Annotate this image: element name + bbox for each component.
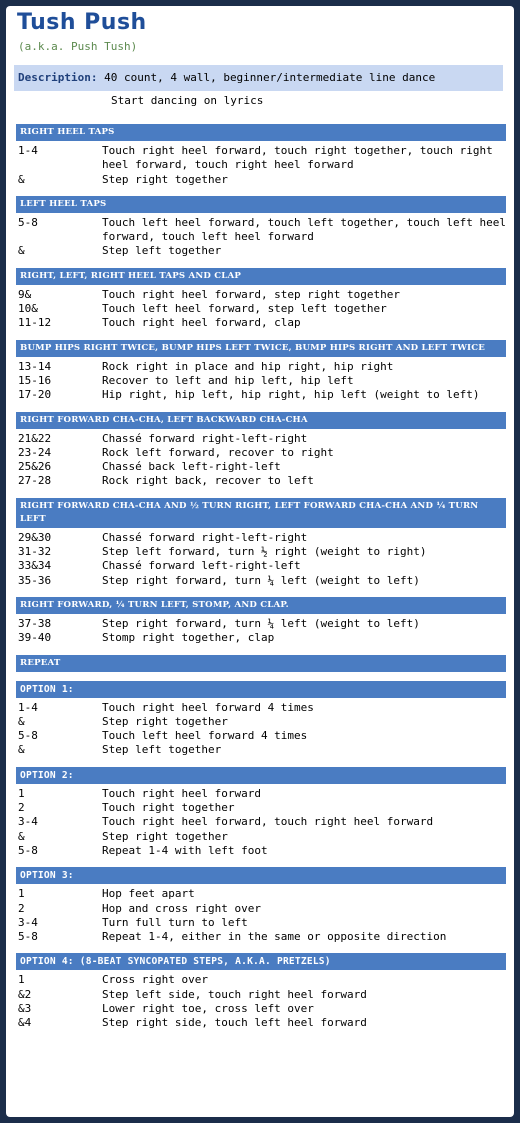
step-count: &2 [18,987,32,1001]
step-section [16,498,506,588]
step-count: 15-16 [18,373,52,387]
step-count: 10& [18,302,38,316]
step-section [16,681,506,758]
description-text: 40 count, 4 wall, beginner/intermediate line dance [104,71,436,84]
step-count: 31-32 [18,545,52,559]
step-count: 2 [18,901,25,915]
step-row [16,574,506,588]
step-description: Step left together [102,244,222,258]
section-heading: RIGHT FORWARD, ¼ TURN LEFT, STOMP, AND CLAP. [16,597,506,614]
step-sections [16,124,506,1040]
step-description: Step right forward, turn ¼ left (weight to left) [102,573,420,587]
step-section [16,340,506,403]
step-description: Touch right heel forward, touch right heel forward [102,815,434,829]
section-heading: RIGHT FORWARD CHA-CHA, LEFT BACKWARD CHA-CHA [16,412,506,429]
step-section [16,412,506,489]
step-description: Rock right in place and hip right, hip right [102,359,394,373]
step-row [16,1002,506,1016]
step-row [16,729,506,743]
step-description: Touch left heel forward 4 times [102,729,308,743]
step-section [16,867,506,944]
section-heading: RIGHT FORWARD CHA-CHA AND ½ TURN RIGHT, LEFT FORWARD CHA-CHA AND ¼ TURN LEFT [16,498,506,528]
step-description: Touch right together [102,801,235,815]
step-description: Touch right heel forward, touch right together, touch right heel forward, touch right heel forward [102,144,493,172]
step-description: Rock left forward, recover to right [102,445,334,459]
step-description: Rock right back, recover to left [102,474,314,488]
step-row [16,715,506,729]
step-row [16,244,506,258]
step-description: Lower right toe, cross left over [102,1001,314,1015]
step-row [16,930,506,944]
step-row [16,617,506,631]
step-description: Step right together [102,829,228,843]
step-count: &3 [18,1001,32,1015]
step-row [16,701,506,715]
step-count: 11-12 [18,316,52,330]
step-description: Touch right heel forward [102,786,261,800]
step-count: 9& [18,287,32,301]
step-count: 5-8 [18,843,38,857]
step-description: Stomp right together, clap [102,631,275,645]
step-count: 13-14 [18,359,52,373]
step-count: 39-40 [18,631,52,645]
step-description: Step right together [102,172,228,186]
step-count: &4 [18,1016,32,1030]
description-bar [14,65,503,91]
step-description: Chassé forward right-left-right [102,431,308,445]
step-count: & [18,743,25,757]
step-row [16,988,506,1002]
step-row [16,787,506,801]
step-row [16,815,506,829]
section-heading: RIGHT HEEL TAPS [16,124,506,141]
step-row [16,902,506,916]
step-description: Step right together [102,714,228,728]
section-heading: OPTION 3: [16,867,506,884]
step-section [16,196,506,259]
section-heading: OPTION 1: [16,681,506,698]
step-row [16,1016,506,1030]
step-row [16,916,506,930]
step-row [16,216,506,245]
step-count: 27-28 [18,474,52,488]
step-row [16,545,506,559]
step-count: 3-4 [18,815,38,829]
section-heading: OPTION 4: (8-BEAT SYNCOPATED STEPS, A.K.A. PRETZELS) [16,953,506,970]
step-count: 1 [18,786,25,800]
step-count: & [18,829,25,843]
step-row [16,844,506,858]
step-section [16,268,506,331]
step-count: 35-36 [18,573,52,587]
step-description: Step left forward, turn ½ right (weight to right) [102,545,427,559]
step-count: & [18,244,25,258]
step-description: Turn full turn to left [102,915,248,929]
step-description: Repeat 1-4, either in the same or opposite direction [102,930,447,944]
section-heading: LEFT HEEL TAPS [16,196,506,213]
step-section [16,767,506,858]
step-description: Chassé forward left-right-left [102,559,301,573]
step-section [16,953,506,1030]
step-description: Touch right heel forward, clap [102,316,301,330]
step-row [16,559,506,573]
step-row [16,374,506,388]
step-description: Touch right heel forward, step right together [102,287,401,301]
step-count: 33&34 [18,559,52,573]
step-row [16,302,506,316]
step-description: Step left side, touch right heel forward [102,987,367,1001]
section-heading: RIGHT, LEFT, RIGHT HEEL TAPS AND CLAP [16,268,506,285]
step-description: Step right side, touch left heel forward [102,1016,367,1030]
step-count: 1-4 [18,144,38,157]
step-description: Touch left heel forward, step left together [102,302,387,316]
step-count: 25&26 [18,460,52,474]
step-count: 17-20 [18,388,52,402]
step-description: Step left together [102,743,222,757]
step-description: Repeat 1-4 with left foot [102,843,268,857]
step-count: 5-8 [18,930,38,944]
step-row [16,801,506,815]
step-count: 29&30 [18,530,52,544]
step-row [16,288,506,302]
stepsheet [6,6,514,1117]
section-heading: REPEAT [16,655,506,672]
page-title: Tush Push [17,10,147,35]
section-heading: OPTION 2: [16,767,506,784]
step-row [16,474,506,488]
step-count: 37-38 [18,616,52,630]
step-description: Cross right over [102,973,208,987]
step-description: Hip right, hip left, hip right, hip left (weight to left) [102,388,480,402]
step-description: Chassé forward right-left-right [102,530,308,544]
step-row [16,531,506,545]
section-heading: BUMP HIPS RIGHT TWICE, BUMP HIPS LEFT TWICE, BUMP HIPS RIGHT AND LEFT TWICE [16,340,506,357]
step-count: 1 [18,973,25,987]
page-subtitle: (a.k.a. Push Tush) [18,40,138,53]
step-section [16,597,506,646]
step-row [16,446,506,460]
step-count: & [18,172,25,186]
step-count: 1 [18,887,25,901]
step-row [16,173,506,187]
step-row [16,432,506,446]
step-row [16,144,506,173]
description-label: Description: [18,71,98,84]
step-row [16,743,506,757]
step-count: 3-4 [18,915,38,929]
step-count: 23-24 [18,445,52,459]
step-count: 2 [18,801,25,815]
step-count: 5-8 [18,215,38,229]
step-description: Step right forward, turn ¼ left (weight to left) [102,616,420,630]
step-description: Recover to left and hip left, hip left [102,373,354,387]
step-count: 5-8 [18,729,38,743]
start-note: Start dancing on lyrics [111,94,264,107]
step-section [16,655,506,672]
step-row [16,360,506,374]
step-description: Hop feet apart [102,887,195,901]
step-row [16,973,506,987]
step-description: Hop and cross right over [102,901,261,915]
step-description: Chassé back left-right-left [102,460,281,474]
step-description: Touch left heel forward, touch left together, touch left heel forward, touch left heel forward [102,215,506,244]
step-row [16,460,506,474]
step-section [16,124,506,187]
step-row [16,631,506,645]
step-row [16,316,506,330]
step-description: Touch right heel forward 4 times [102,700,314,714]
step-row [16,887,506,901]
step-count: 21&22 [18,431,52,445]
step-count: 1-4 [18,700,38,714]
step-row [16,830,506,844]
step-row [16,388,506,402]
step-count: & [18,714,25,728]
